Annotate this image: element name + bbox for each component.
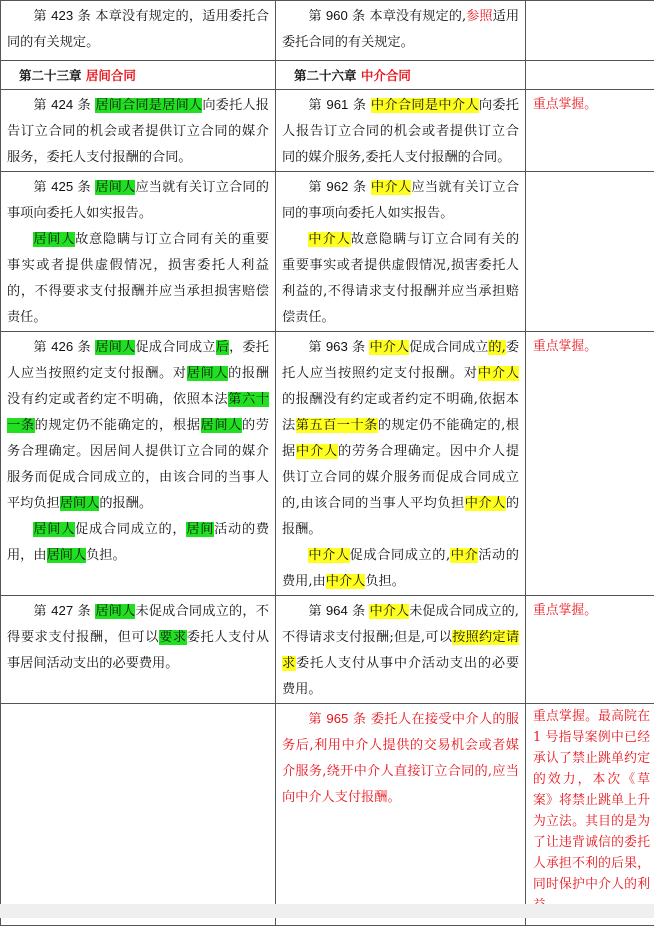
table-row — [1, 596, 654, 704]
changed-text: 参照 — [466, 9, 492, 24]
article-number: 425 — [51, 179, 73, 194]
highlight-term: 的, — [488, 340, 505, 355]
table-row — [1, 90, 654, 172]
highlight-term: 中介人 — [296, 444, 338, 459]
article-prefix: 第 — [308, 98, 326, 113]
table-row — [1, 1, 654, 61]
article-number: 424 — [51, 97, 73, 112]
article-text: 条 — [348, 604, 370, 619]
article-prefix: 第 — [33, 180, 51, 195]
table-row — [1, 172, 654, 332]
article-text: 促成合同成立 — [135, 340, 215, 355]
highlight-term: 居间人 — [95, 604, 135, 619]
highlight-term: 中介人 — [371, 180, 411, 195]
note-cell — [526, 1, 654, 61]
highlight-term: 中介人 — [369, 604, 409, 619]
article-text: 向委托人报告订立合同的机会或者提供订立合同的媒介服务，委托人支付报酬的合同。 — [7, 98, 269, 165]
highlight-term: 要求 — [159, 630, 187, 645]
note-text: 重点掌握。 — [533, 598, 650, 624]
article-965-cell — [276, 704, 526, 926]
article-425-cell — [1, 172, 276, 332]
note-cell — [526, 704, 654, 926]
article-text: 负担。 — [365, 574, 405, 589]
article-number: 961 — [326, 97, 348, 112]
article-text: 向委托人报告订立合同的机会或者提供订立合同的媒介服务,委托人支付报酬的合同。 — [282, 98, 519, 165]
chapter-title: 中介合同 — [361, 68, 411, 83]
article-number: 423 — [51, 8, 73, 23]
article-963-cell — [276, 332, 526, 596]
article-prefix: 第 — [33, 340, 51, 355]
article-text: 条 — [73, 604, 95, 619]
article-text: 未促成合同成立的，不得要求支付报酬，但可以 — [7, 604, 269, 645]
highlight-term: 中介人 — [308, 548, 349, 563]
article-text: 条 — [73, 340, 95, 355]
article-964-cell — [276, 596, 526, 704]
article-423-cell — [1, 1, 276, 61]
article-text: 的报酬没有约定或者约定不明确，依照本法 — [7, 366, 269, 407]
highlight-term: 第五百一十条 — [296, 418, 378, 433]
highlight-term: 居间人 — [187, 366, 228, 381]
highlight-term: 居间人 — [95, 180, 135, 195]
chapter-number: 第二十六章 — [294, 68, 361, 83]
article-962-cell — [276, 172, 526, 332]
article-prefix: 第 — [308, 340, 325, 355]
article-text: 条 — [348, 98, 370, 113]
article-text: 的报酬没有约定或者约定不明确,依据本法 — [282, 392, 519, 433]
article-number: 963 — [326, 339, 348, 354]
article-text: 适用委托合同的有关规定。 — [282, 9, 519, 50]
highlight-term: 居间合同是居间人 — [95, 98, 202, 113]
article-text: 的报酬。 — [99, 496, 152, 511]
note-cell — [526, 596, 654, 704]
article-number: 427 — [51, 603, 73, 618]
note-text: 重点掌握。 — [533, 92, 650, 118]
article-text: 活动的费用,由 — [282, 548, 519, 589]
article-424-cell — [1, 90, 276, 172]
article-text: 条 — [348, 340, 370, 355]
highlight-term: 中介人 — [465, 496, 506, 511]
article-text: ，委托人应当按照约定支付报酬。对 — [7, 340, 269, 381]
article-960-cell — [276, 1, 526, 61]
note-cell — [526, 172, 654, 332]
article-prefix: 第 — [33, 604, 51, 619]
article-text: 的规定仍不能确定的,根据 — [282, 418, 519, 459]
note-text: 重点掌握。 — [533, 334, 650, 360]
highlight-term: 居间人 — [33, 522, 75, 537]
chapter-heading-old — [1, 61, 276, 90]
article-text: 促成合同成立的, — [350, 548, 451, 563]
article-text: 故意隐瞒与订立合同有关的重要事实或者提供虚假情况,损害委托人利益的,不得请求支付报酬并应当承担赔偿责任。 — [282, 232, 519, 325]
article-text: 促成合同成立 — [409, 340, 488, 355]
article-text: 未促成合同成立的,不得请求支付报酬;但是,可以 — [282, 604, 519, 645]
highlight-term: 居间人 — [47, 548, 87, 563]
article-text: 的劳务合理确定。因居间人提供订立合同的媒介服务而促成合同成立的，由该合同的当事人平均负担 — [7, 418, 269, 511]
article-text: 条 委托人在接受中介人的服务后,利用中介人提供的交易机会或者媒介服务,绕开中介人直接订立合同的,应当向中介人支付报酬。 — [282, 712, 519, 805]
article-text: 应当就有关订立合同的事项向委托人如实报告。 — [7, 180, 269, 221]
empty-cell — [1, 704, 276, 926]
highlight-term: 中介 — [450, 548, 478, 563]
article-text: 条 本章没有规定的，适用委托合同的有关规定。 — [7, 9, 269, 50]
article-number: 964 — [326, 603, 348, 618]
note-cell — [526, 90, 654, 172]
note-cell — [526, 332, 654, 596]
highlight-term: 按照约定请求 — [282, 630, 519, 671]
highlight-term: 中介人 — [326, 574, 366, 589]
highlight-term: 居间人 — [95, 340, 135, 355]
article-number: 965 — [326, 711, 348, 726]
highlight-term: 中介人 — [369, 340, 409, 355]
chapter-heading-new — [276, 61, 526, 90]
article-number: 426 — [51, 339, 73, 354]
article-text: 条 — [348, 180, 370, 195]
note-text: 重点掌握。最高院在 1 号指导案例中已经承认了禁止跳单约定的效力，本次《草案》将禁止跳单上升为立法。其目的是为了让违背诚信的委托人承担不利的后果，同时保护中介人的利 — [533, 706, 650, 916]
highlight-term: 中介人 — [308, 232, 350, 247]
article-426-cell — [1, 332, 276, 596]
chapter-heading-row — [1, 61, 654, 90]
highlight-term: 第六十一条 — [7, 392, 269, 433]
article-text: 促成合同成立的， — [75, 522, 186, 537]
chapter-title: 居间合同 — [86, 68, 136, 83]
article-text: 的报酬。 — [282, 496, 519, 537]
article-text: 条 本章没有规定的, — [348, 9, 466, 24]
article-427-cell — [1, 596, 276, 704]
highlight-term: 中介合同是中介人 — [371, 98, 479, 113]
highlight-term: 居间人 — [60, 496, 100, 511]
article-text: 应当就有关订立合同的事项向委托人如实报告。 — [282, 180, 519, 221]
article-text: 活动的费用，由 — [7, 522, 269, 563]
article-number: 960 — [326, 8, 348, 23]
article-text: 负担。 — [86, 548, 126, 563]
article-text: 的规定仍不能确定的，根据 — [35, 418, 201, 433]
highlight-term: 居间人 — [201, 418, 242, 433]
highlight-term: 居间 — [186, 522, 214, 537]
article-961-cell — [276, 90, 526, 172]
highlight-term: 后 — [216, 340, 229, 355]
article-text: 委托人应当按照约定支付报酬。对 — [282, 340, 519, 381]
highlight-term: 居间人 — [33, 232, 75, 247]
article-prefix: 第 — [308, 604, 325, 619]
article-text: 故意隐瞒与订立合同有关的重要事实或者提供虚假情况，损害委托人利益的，不得要求支付报酬并应当承担损害赔偿责任。 — [7, 232, 269, 325]
table-row — [1, 332, 654, 596]
article-prefix: 第 — [33, 98, 51, 113]
article-text: 条 — [73, 98, 95, 113]
article-text: 委托人支付从事居间活动支出的必要费用。 — [7, 630, 269, 671]
article-text: 的劳务合理确定。因中介人提供订立合同的媒介服务而促成合同成立的,由该合同的当事人平均负担 — [282, 444, 519, 511]
page-bottom-strip — [0, 904, 654, 918]
article-prefix: 第 — [308, 180, 326, 195]
table-row — [1, 704, 654, 926]
article-prefix: 第 — [308, 9, 325, 24]
article-text: 条 — [73, 180, 95, 195]
highlight-term: 中介人 — [478, 366, 519, 381]
chapter-number: 第二十三章 — [19, 68, 86, 83]
article-text: 委托人支付从事中介活动支出的必要费用。 — [282, 656, 519, 697]
article-prefix: 第 — [308, 712, 326, 727]
note-cell — [526, 61, 654, 90]
article-number: 962 — [326, 179, 348, 194]
article-prefix: 第 — [33, 9, 51, 24]
